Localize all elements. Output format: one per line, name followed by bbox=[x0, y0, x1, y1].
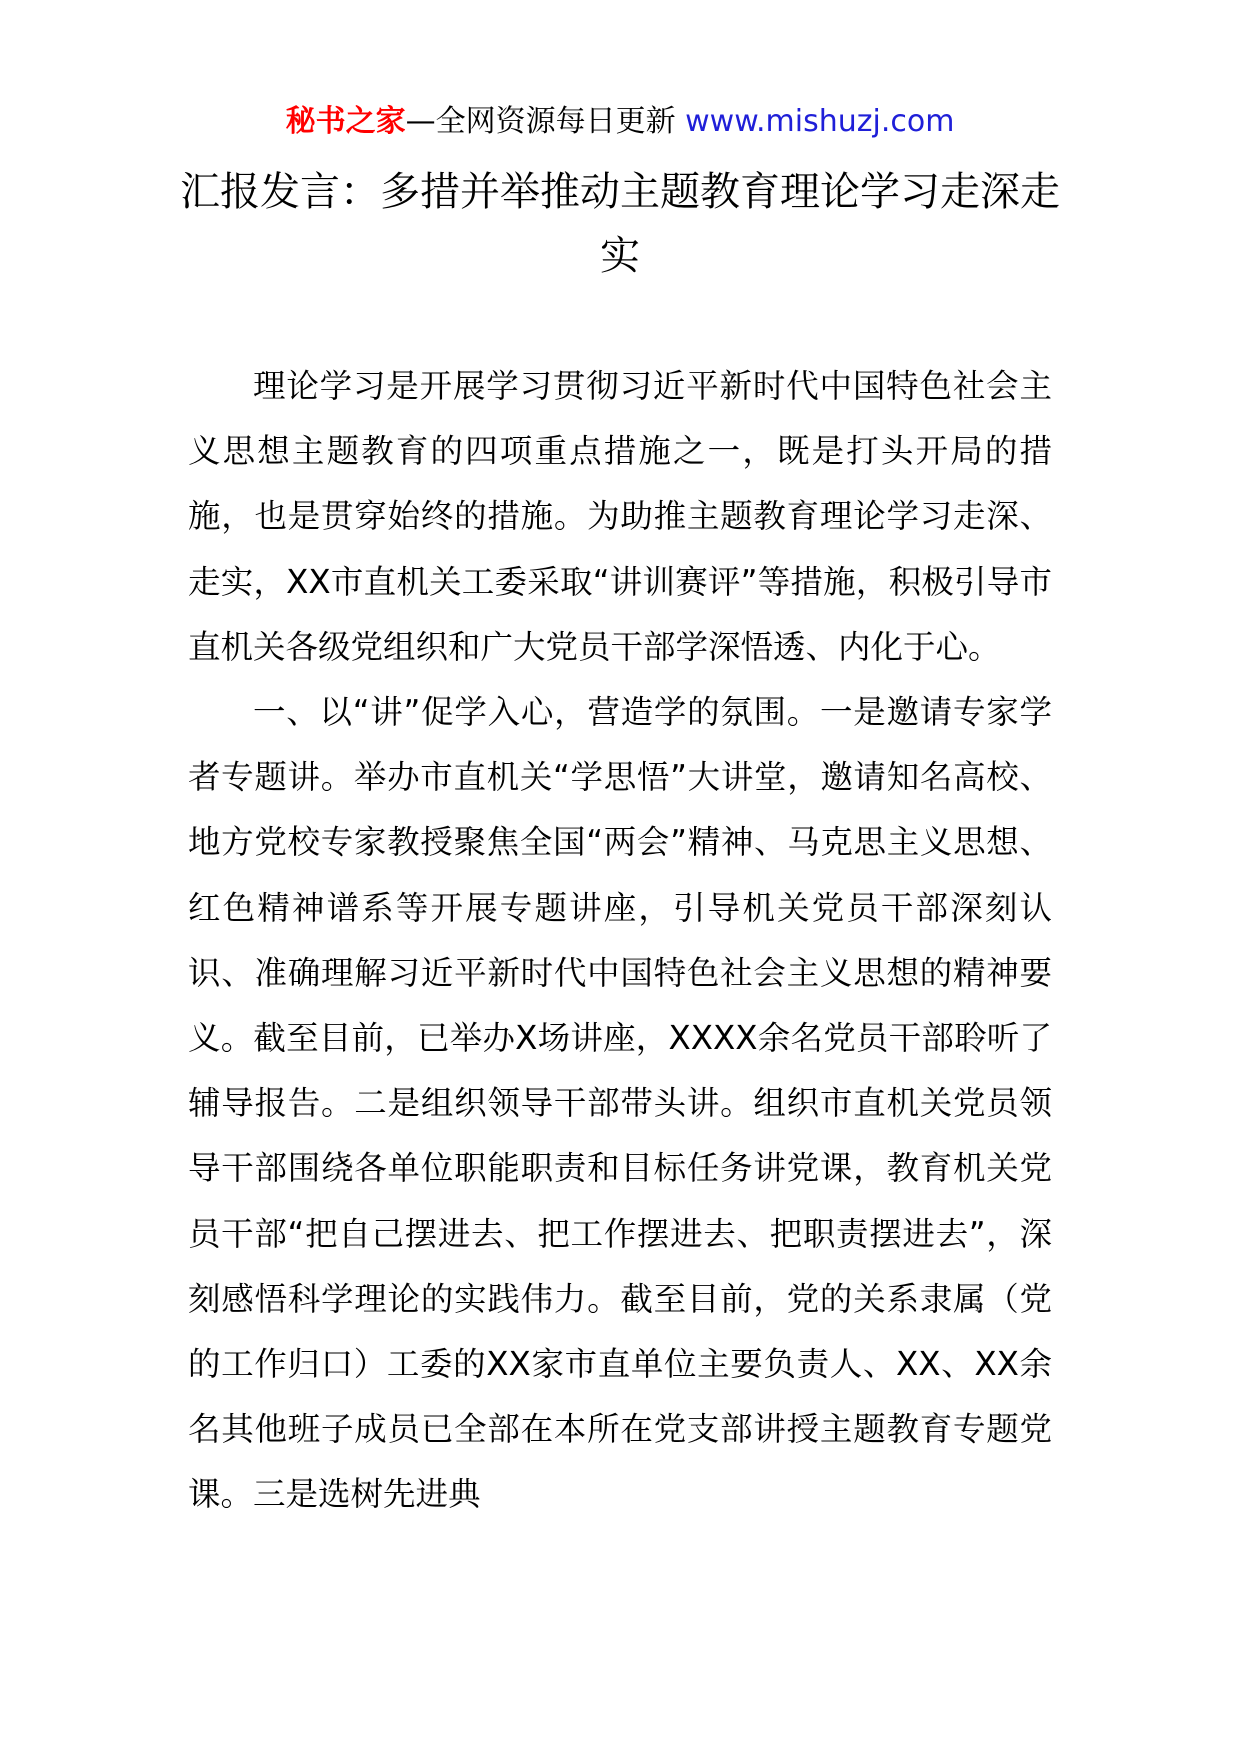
brand-name: 秘书之家 bbox=[285, 104, 406, 139]
paragraph-section-one: 一、以“讲”促学入心，营造学的氛围。一是邀请专家学者专题讲。举办市直机关“学思悟”大讲堂，邀请知名高校、地方党校专家教授聚焦全国“两会”精神、马克思主义思想、红色精神谱系等开展专题讲座，引导机关党员干部深刻认识、准确理解习近平新时代中国特色社会主义思想的精神要义。截至目前，已举办X场讲座，XXXX余名党员干部聆听了辅导报告。二是组织领导干部带头讲。组织市直机关党员领导干部围绕各单位职能职责和目标任务讲党课，教育机关党员干部“把自己摆进去、把工作摆进去、把职责摆进去”，深刻感悟科学理论的实践伟力。截至目前，党的关系隶属（党的工作归口）工委的XX家市直单位主要负责人、XX、XX余名其他班子成员已全部在本所在党支部讲授主题教育专题党课。三是选树先进典 bbox=[188, 693, 1052, 1514]
document-body bbox=[188, 354, 1052, 1528]
paragraph-intro: 理论学习是开展学习贯彻习近平新时代中国特色社会主义思想主题教育的四项重点措施之一，既是打头开局的措施，也是贯穿始终的措施。为助推主题教育理论学习走深、走实，XX市直机关工委采取“讲训赛评”等措施，积极引导市直机关各级党组织和广大党员干部学深悟透、内化于心。 bbox=[188, 367, 1052, 666]
header-tagline: —全网资源每日更新 bbox=[405, 104, 686, 139]
site-header bbox=[0, 100, 1240, 144]
site-url-link[interactable]: www.mishuzj.com bbox=[685, 104, 955, 139]
document-title: 汇报发言：多措并举推动主题教育理论学习走深走实 bbox=[180, 169, 1060, 279]
